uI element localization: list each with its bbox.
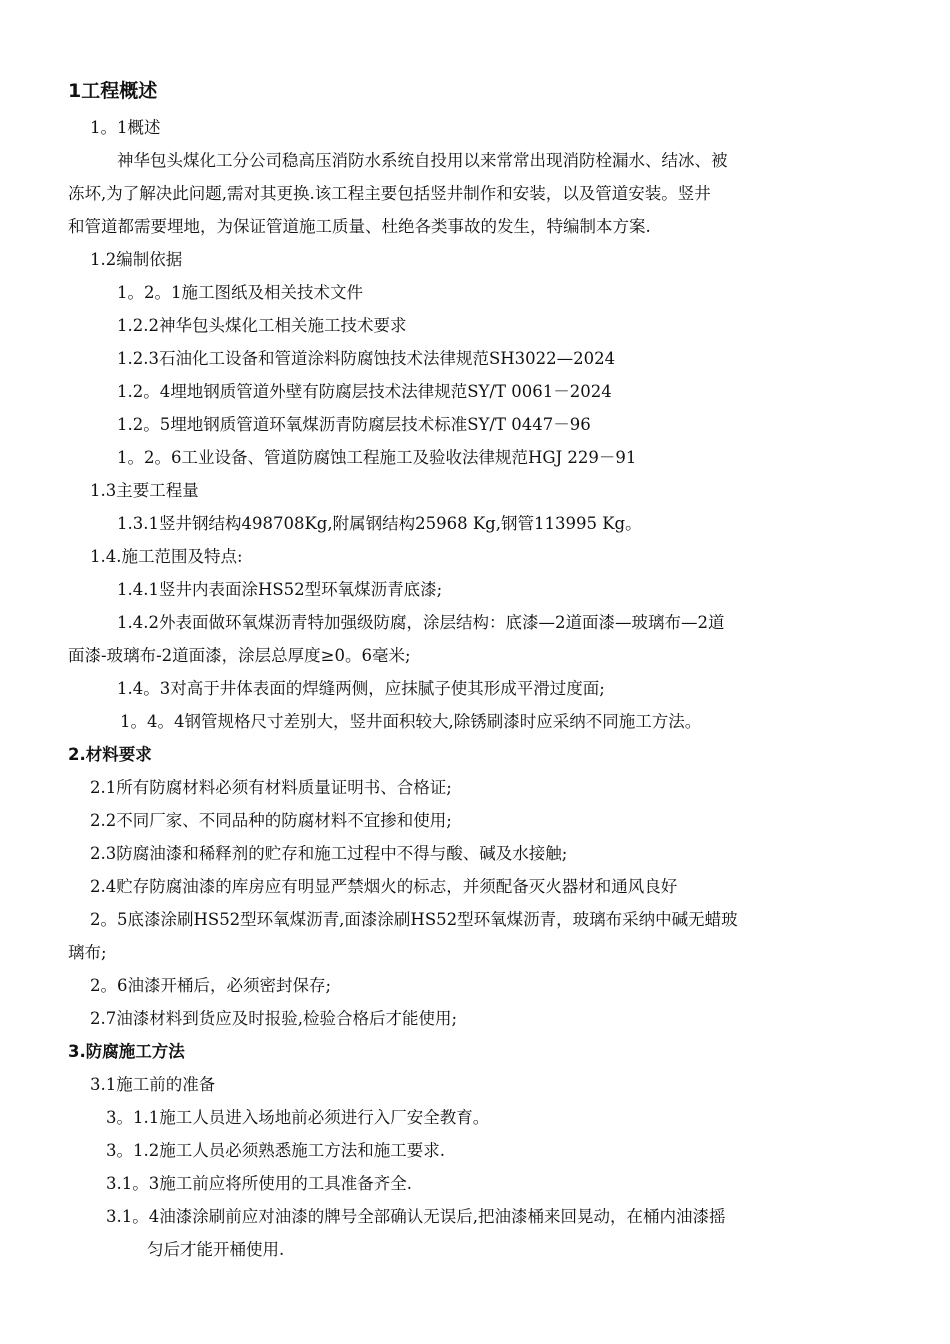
- basis-item: 1.2.3石油化工设备和管道涂料防腐蚀技术法律规范SH3022—2024: [117, 349, 616, 368]
- material-item: 2。5底漆涂刷HS52型环氧煤沥青,面漆涂刷HS52型环氧煤沥青，玻璃布采纳中碱无蜡玻: [90, 910, 738, 929]
- material-item: 2。6油漆开桶后，必须密封保存;: [90, 976, 332, 995]
- basis-item: 1.2。4埋地钢质管道外壁有防腐层技术法律规范SY/T 0061－2024: [117, 382, 612, 401]
- scope-item-continuation: 面漆-玻璃布-2道面漆，涂层总厚度≥0。6毫米;: [68, 646, 411, 665]
- section-3-title: 3.防腐施工方法: [68, 1042, 185, 1061]
- section-2-title: 2.材料要求: [68, 745, 152, 764]
- overview-paragraph-line: 神华包头煤化工分公司稳高压消防水系统自投用以来常常出现消防栓漏水、结冰、被: [117, 151, 728, 170]
- prep-item-continuation: 匀后才能开桶使用.: [147, 1240, 285, 1259]
- material-item: 2.3防腐油漆和稀释剂的贮存和施工过程中不得与酸、碱及水接触;: [90, 844, 568, 863]
- basis-item: 1.2.2神华包头煤化工相关施工技术要求: [117, 316, 407, 335]
- material-item: 2.2不同厂家、不同品种的防腐材料不宜掺和使用;: [90, 811, 452, 830]
- overview-paragraph-line: 和管道都需要埋地，为保证管道施工质量、杜绝各类事故的发生，特编制本方案.: [68, 217, 651, 236]
- prep-item: 3。1.1施工人员进入场地前必须进行入厂安全教育。: [106, 1108, 490, 1127]
- scope-item: 1.4.1竖井内表面涂HS52型环氧煤沥青底漆;: [117, 580, 443, 599]
- scope-heading: 1.4.施工范围及特点:: [90, 547, 243, 566]
- quantity-item: 1.3.1竖井钢结构498708Kg,附属钢结构25968 Kg,钢管113995 Kg。: [117, 514, 642, 533]
- basis-item: 1。2。1施工图纸及相关技术文件: [117, 283, 363, 302]
- overview-paragraph-line: 冻坏,为了解决此问题,需对其更换.该工程主要包括竖井制作和安装，以及管道安装。竖井: [68, 184, 711, 203]
- material-item: 2.4贮存防腐油漆的库房应有明显严禁烟火的标志，并须配备灭火器材和通风良好: [90, 877, 678, 896]
- section-1-title: 1工程概述: [68, 80, 158, 102]
- basis-item: 1.2。5埋地钢质管道环氧煤沥青防腐层技术标准SY/T 0447－96: [117, 415, 591, 434]
- prep-heading: 3.1施工前的准备: [90, 1075, 216, 1094]
- material-item: 2.7油漆材料到货应及时报验,检验合格后才能使用;: [90, 1009, 458, 1028]
- scope-item: 1。4。4钢管规格尺寸差别大，竖井面积较大,除锈刷漆时应采纳不同施工方法。: [120, 712, 702, 731]
- material-item: 2.1所有防腐材料必须有材料质量证明书、合格证;: [90, 778, 452, 797]
- prep-item: 3。1.2施工人员必须熟悉施工方法和施工要求.: [106, 1141, 445, 1160]
- material-item-continuation: 璃布;: [68, 943, 107, 962]
- basis-heading: 1.2编制依据: [90, 250, 183, 269]
- prep-item: 3.1。3施工前应将所使用的工具准备齐全.: [106, 1174, 412, 1193]
- scope-item: 1.4.2外表面做环氧煤沥青特加强级防腐，涂层结构：底漆—2道面漆—玻璃布—2道: [117, 613, 725, 632]
- overview-heading: 1。1概述: [90, 118, 161, 137]
- prep-item: 3.1。4油漆涂刷前应对油漆的牌号全部确认无误后,把油漆桶来回晃动，在桶内油漆摇: [106, 1207, 726, 1226]
- scope-item: 1.4。3对高于井体表面的焊缝两侧，应抹腻子使其形成平滑过度面;: [117, 679, 605, 698]
- basis-item: 1。2。6工业设备、管道防腐蚀工程施工及验收法律规范HGJ 229－91: [117, 448, 637, 467]
- quantity-heading: 1.3主要工程量: [90, 481, 199, 500]
